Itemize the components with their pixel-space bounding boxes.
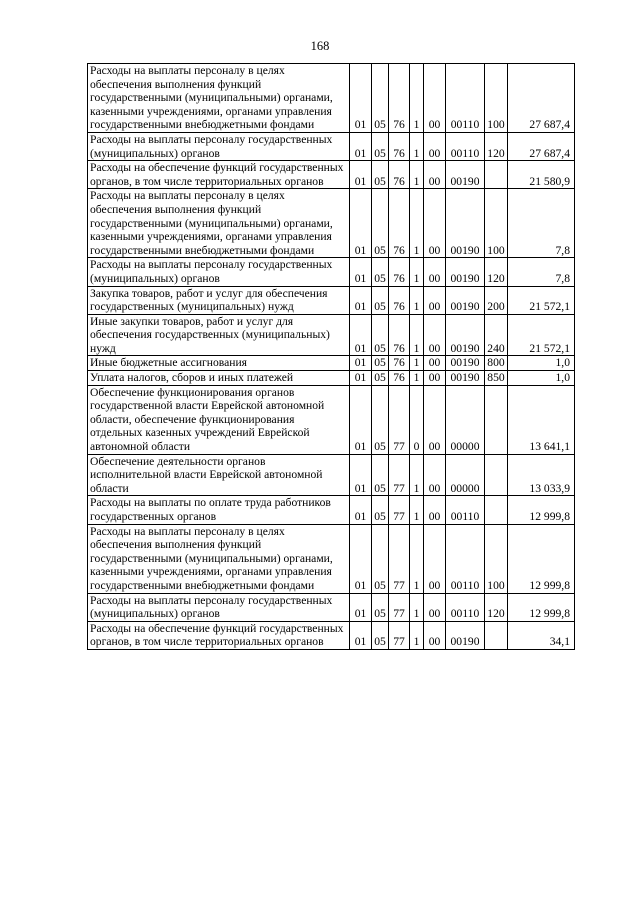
table-row <box>88 286 575 314</box>
table-row <box>88 64 575 133</box>
subsection-code: 05 <box>372 286 389 314</box>
subprogram-code: 1 <box>410 496 424 524</box>
amount: 12 999,8 <box>508 593 575 621</box>
direction-code: 00190 <box>446 356 485 371</box>
expense-type-code <box>485 496 508 524</box>
expense-type-code: 850 <box>485 371 508 386</box>
program-code: 77 <box>389 621 410 649</box>
main-event-code: 00 <box>424 454 446 496</box>
main-event-code: 00 <box>424 621 446 649</box>
direction-code: 00110 <box>446 496 485 524</box>
subsection-code: 05 <box>372 593 389 621</box>
direction-code: 00110 <box>446 524 485 593</box>
section-code: 01 <box>350 621 372 649</box>
subsection-code: 05 <box>372 524 389 593</box>
subprogram-code: 1 <box>410 132 424 160</box>
row-description: Уплата налогов, сборов и иных платежей <box>88 371 350 386</box>
amount: 1,0 <box>508 356 575 371</box>
main-event-code: 00 <box>424 593 446 621</box>
section-code: 01 <box>350 286 372 314</box>
section-code: 01 <box>350 189 372 258</box>
program-code: 76 <box>389 371 410 386</box>
subsection-code: 05 <box>372 356 389 371</box>
amount: 12 999,8 <box>508 496 575 524</box>
section-code: 01 <box>350 161 372 189</box>
subprogram-code: 1 <box>410 524 424 593</box>
program-code: 76 <box>389 64 410 133</box>
program-code: 76 <box>389 314 410 356</box>
section-code: 01 <box>350 524 372 593</box>
main-event-code: 00 <box>424 64 446 133</box>
subsection-code: 05 <box>372 258 389 286</box>
program-code: 77 <box>389 524 410 593</box>
direction-code: 00190 <box>446 258 485 286</box>
direction-code: 00190 <box>446 371 485 386</box>
row-description: Расходы на выплаты персоналу в целях обеспечения выполнения функций государственными (муниципальными) органами, казенными учреждениями, органами управления государственными внебюджетными фондами <box>88 64 350 133</box>
section-code: 01 <box>350 496 372 524</box>
subprogram-code: 1 <box>410 356 424 371</box>
direction-code: 00000 <box>446 454 485 496</box>
row-description: Расходы на выплаты персоналу в целях обеспечения выполнения функций государственными (муниципальными) органами, казенными учреждениями, органами управления государственными внебюджетными фондами <box>88 524 350 593</box>
section-code: 01 <box>350 64 372 133</box>
row-description: Расходы на выплаты персоналу государственных (муниципальных) органов <box>88 593 350 621</box>
expense-type-code <box>485 161 508 189</box>
expense-type-code: 100 <box>485 64 508 133</box>
direction-code: 00190 <box>446 189 485 258</box>
expense-type-code: 120 <box>485 593 508 621</box>
direction-code: 00110 <box>446 132 485 160</box>
main-event-code: 00 <box>424 371 446 386</box>
table-row <box>88 258 575 286</box>
subsection-code: 05 <box>372 371 389 386</box>
main-event-code: 00 <box>424 258 446 286</box>
amount: 7,8 <box>508 189 575 258</box>
program-code: 76 <box>389 286 410 314</box>
row-description: Расходы на выплаты по оплате труда работников государственных органов <box>88 496 350 524</box>
program-code: 77 <box>389 385 410 454</box>
amount: 1,0 <box>508 371 575 386</box>
row-description: Расходы на обеспечение функций государственных органов, в том числе территориальных органов <box>88 161 350 189</box>
direction-code: 00110 <box>446 593 485 621</box>
subsection-code: 05 <box>372 621 389 649</box>
expense-type-code: 800 <box>485 356 508 371</box>
program-code: 77 <box>389 593 410 621</box>
subprogram-code: 0 <box>410 385 424 454</box>
subprogram-code: 1 <box>410 258 424 286</box>
table-row <box>88 454 575 496</box>
program-code: 76 <box>389 356 410 371</box>
amount: 13 033,9 <box>508 454 575 496</box>
direction-code: 00190 <box>446 161 485 189</box>
row-description: Иные бюджетные ассигнования <box>88 356 350 371</box>
program-code: 77 <box>389 454 410 496</box>
section-code: 01 <box>350 371 372 386</box>
expense-type-code: 120 <box>485 258 508 286</box>
main-event-code: 00 <box>424 189 446 258</box>
main-event-code: 00 <box>424 524 446 593</box>
budget-table <box>87 63 575 650</box>
row-description: Закупка товаров, работ и услуг для обеспечения государственных (муниципальных) нужд <box>88 286 350 314</box>
table-row <box>88 371 575 386</box>
table-row <box>88 385 575 454</box>
program-code: 76 <box>389 132 410 160</box>
subsection-code: 05 <box>372 454 389 496</box>
direction-code: 00110 <box>446 64 485 133</box>
amount: 27 687,4 <box>508 132 575 160</box>
main-event-code: 00 <box>424 286 446 314</box>
main-event-code: 00 <box>424 161 446 189</box>
section-code: 01 <box>350 258 372 286</box>
subsection-code: 05 <box>372 385 389 454</box>
subprogram-code: 1 <box>410 371 424 386</box>
amount: 7,8 <box>508 258 575 286</box>
section-code: 01 <box>350 593 372 621</box>
subsection-code: 05 <box>372 161 389 189</box>
subsection-code: 05 <box>372 496 389 524</box>
main-event-code: 00 <box>424 356 446 371</box>
expense-type-code: 100 <box>485 524 508 593</box>
section-code: 01 <box>350 454 372 496</box>
row-description: Иные закупки товаров, работ и услуг для обеспечения государственных (муниципальных) нужд <box>88 314 350 356</box>
subprogram-code: 1 <box>410 189 424 258</box>
table-row <box>88 132 575 160</box>
subsection-code: 05 <box>372 64 389 133</box>
main-event-code: 00 <box>424 132 446 160</box>
amount: 27 687,4 <box>508 64 575 133</box>
expense-type-code <box>485 621 508 649</box>
direction-code: 00190 <box>446 314 485 356</box>
row-description: Расходы на выплаты персоналу в целях обеспечения выполнения функций государственными (муниципальными) органами, казенными учреждениями, органами управления государственными внебюджетными фондами <box>88 189 350 258</box>
expense-type-code <box>485 385 508 454</box>
direction-code: 00190 <box>446 286 485 314</box>
table-row <box>88 161 575 189</box>
program-code: 76 <box>389 189 410 258</box>
subprogram-code: 1 <box>410 286 424 314</box>
subsection-code: 05 <box>372 189 389 258</box>
expense-type-code: 240 <box>485 314 508 356</box>
row-description: Расходы на выплаты персоналу государственных (муниципальных) органов <box>88 258 350 286</box>
subprogram-code: 1 <box>410 161 424 189</box>
section-code: 01 <box>350 314 372 356</box>
table-row <box>88 356 575 371</box>
amount: 12 999,8 <box>508 524 575 593</box>
program-code: 76 <box>389 258 410 286</box>
program-code: 77 <box>389 496 410 524</box>
amount: 34,1 <box>508 621 575 649</box>
table-body <box>88 64 575 650</box>
subsection-code: 05 <box>372 132 389 160</box>
direction-code: 00000 <box>446 385 485 454</box>
main-event-code: 00 <box>424 314 446 356</box>
row-description: Расходы на выплаты персоналу государственных (муниципальных) органов <box>88 132 350 160</box>
subprogram-code: 1 <box>410 454 424 496</box>
page-number: 168 <box>310 39 330 53</box>
subprogram-code: 1 <box>410 593 424 621</box>
section-code: 01 <box>350 356 372 371</box>
expense-type-code <box>485 454 508 496</box>
table-row <box>88 189 575 258</box>
table-row <box>88 314 575 356</box>
section-code: 01 <box>350 132 372 160</box>
row-description: Расходы на обеспечение функций государственных органов, в том числе территориальных органов <box>88 621 350 649</box>
expense-type-code: 200 <box>485 286 508 314</box>
amount: 13 641,1 <box>508 385 575 454</box>
section-code: 01 <box>350 385 372 454</box>
table-row <box>88 593 575 621</box>
expense-type-code: 120 <box>485 132 508 160</box>
subprogram-code: 1 <box>410 621 424 649</box>
expense-type-code: 100 <box>485 189 508 258</box>
subprogram-code: 1 <box>410 314 424 356</box>
subprogram-code: 1 <box>410 64 424 133</box>
amount: 21 572,1 <box>508 286 575 314</box>
table-row <box>88 524 575 593</box>
amount: 21 580,9 <box>508 161 575 189</box>
amount: 21 572,1 <box>508 314 575 356</box>
table-row <box>88 496 575 524</box>
row-description: Обеспечение деятельности органов исполнительной власти Еврейской автономной области <box>88 454 350 496</box>
main-event-code: 00 <box>424 496 446 524</box>
main-event-code: 00 <box>424 385 446 454</box>
row-description: Обеспечение функционирования органов государственной власти Еврейской автономной области, обеспечение функционирования отдельных казенных учреждений Еврейской автономной области <box>88 385 350 454</box>
direction-code: 00190 <box>446 621 485 649</box>
subsection-code: 05 <box>372 314 389 356</box>
table-row <box>88 621 575 649</box>
program-code: 76 <box>389 161 410 189</box>
